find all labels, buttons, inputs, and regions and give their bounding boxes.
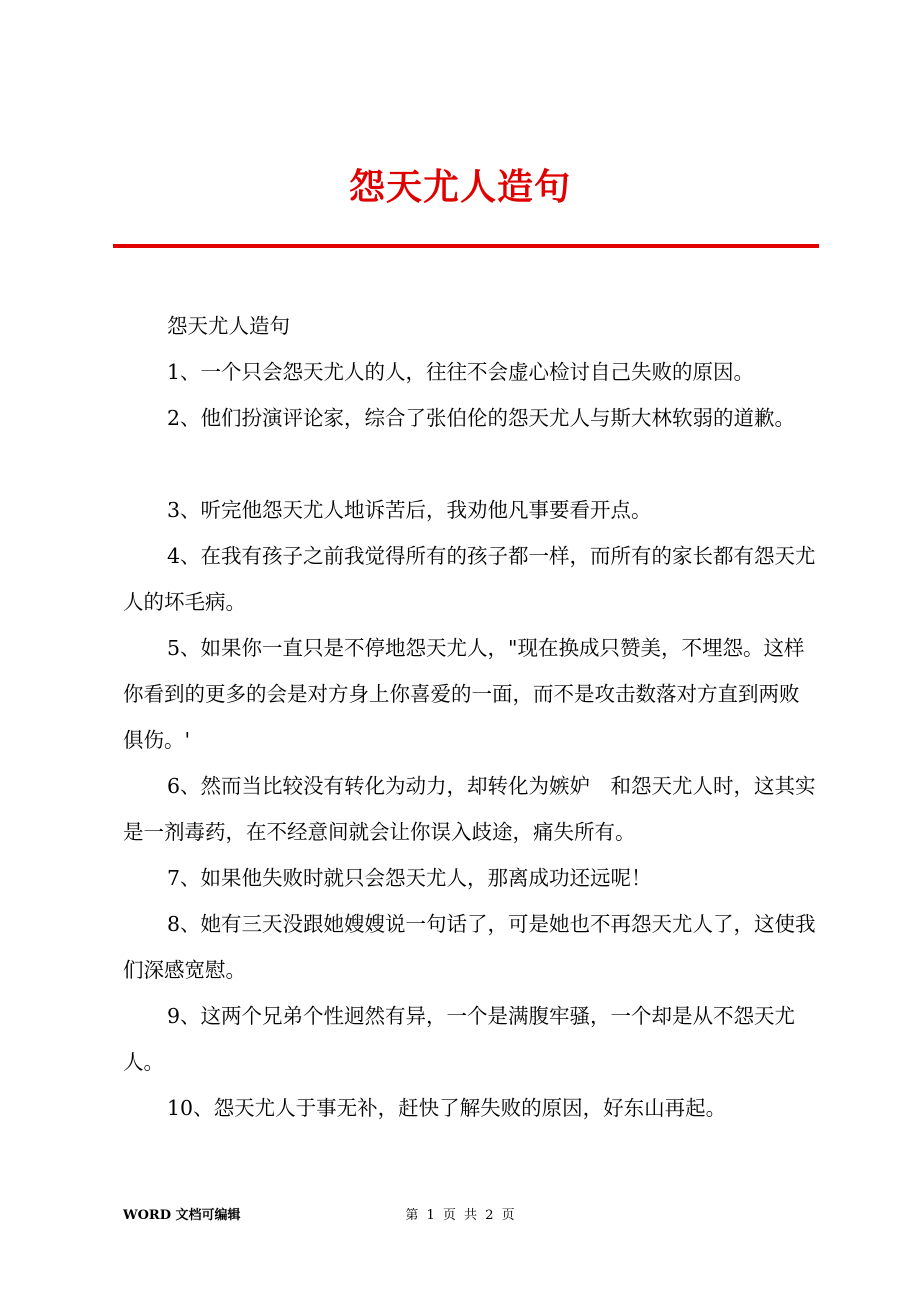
sentence-9: 9、这两个兄弟个性迥然有异，一个是满腹牢骚，一个却是从不怨天尤人。 — [123, 1004, 796, 1074]
page-title: 怨天尤人造句 — [348, 166, 571, 208]
sentence-6: 6、然而当比较没有转化为动力，却转化为嫉妒 和怨天尤人时，这其实是一剂毒药，在不经意间就会让你误入歧途，痛失所有。 — [123, 774, 816, 844]
footer-page-number: 第 1 页 共 2 页 — [405, 1208, 515, 1223]
sentence-1: 1、一个只会怨天尤人的人，往往不会虚心检讨自己失败的原因。 — [167, 360, 755, 384]
sentence-4: 4、在我有孩子之前我觉得所有的孩子都一样，而所有的家长都有怨天尤人的坏毛病。 — [123, 544, 816, 614]
sentence-8: 8、她有三天没跟她嫂嫂说一句话了，可是她也不再怨天尤人了，这使我们深感宽慰。 — [123, 912, 816, 982]
footer-editable-label: WORD 文档可编辑 — [123, 1208, 241, 1223]
body-heading: 怨天尤人造句 — [167, 314, 290, 338]
title-divider — [113, 244, 819, 248]
sentence-3: 3、听完他怨天尤人地诉苦后，我劝他凡事要看开点。 — [167, 498, 652, 522]
document-body — [123, 303, 819, 1131]
blank-line — [123, 441, 819, 487]
sentence-2: 2、他们扮演评论家，综合了张伯伦的怨天尤人与斯大林软弱的道歉。 — [167, 406, 796, 430]
sentence-10: 10、怨天尤人于事无补，赶快了解失败的原因，好东山再起。 — [167, 1096, 727, 1120]
sentence-5: 5、如果你一直只是不停地怨天尤人，"现在换成只赞美，不埋怨。这样你看到的更多的会是对方身上你喜爱的一面，而不是攻击数落对方直到两败俱伤。' — [123, 636, 805, 752]
sentence-7: 7、如果他失败时就只会怨天尤人，那离成功还远呢！ — [167, 866, 652, 890]
